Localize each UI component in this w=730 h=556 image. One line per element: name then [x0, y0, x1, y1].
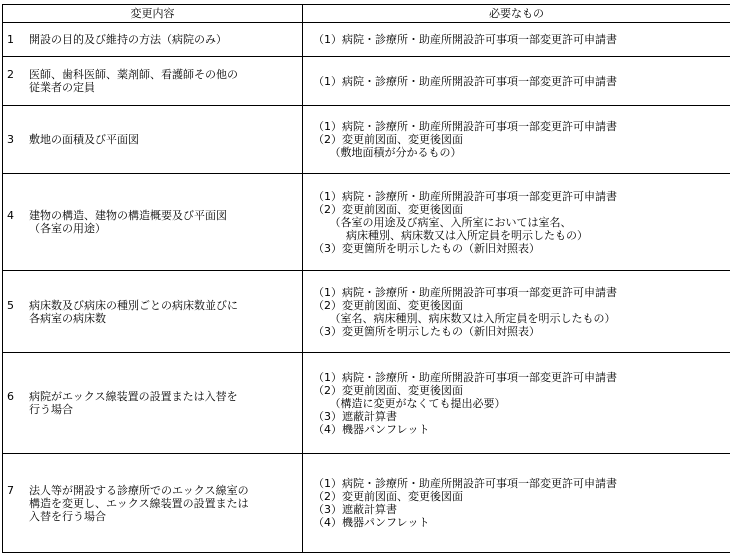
row-number: 5 — [7, 298, 14, 312]
required-cell — [303, 174, 730, 271]
table-row — [3, 271, 730, 353]
header-change: 変更内容 — [3, 5, 303, 23]
required-item: （2）変更前図面、変更後図面 — [313, 298, 463, 312]
table-row — [3, 23, 730, 57]
change-cell — [3, 174, 303, 271]
change-text: 建物の構造、建物の構造概要及び平面図 （各室の用途） — [29, 209, 227, 235]
required-item: （1）病院・診療所・助産所開設許可事項一部変更許可申請書 — [313, 370, 617, 384]
header-required: 必要なもの — [303, 5, 730, 23]
required-item: （3）変更箇所を明示したもの（新旧対照表） — [313, 324, 540, 338]
table-row — [3, 57, 730, 106]
required-item: （1）病院・診療所・助産所開設許可事項一部変更許可申請書 — [313, 33, 617, 46]
required-cell — [303, 454, 730, 553]
change-cell — [3, 271, 303, 353]
required-item: （2）変更前図面、変更後図面 — [313, 383, 463, 397]
table-row — [3, 353, 730, 454]
table-row — [3, 174, 730, 271]
required-cell — [303, 271, 730, 353]
required-item: 病床種別、病床数又は入所定員を明示したもの） — [313, 228, 588, 242]
change-cell — [3, 23, 303, 57]
required-item: （構造に変更がなくても提出必要） — [313, 396, 506, 410]
required-item: （1）病院・診療所・助産所開設許可事項一部変更許可申請書 — [313, 120, 617, 133]
table-row — [3, 106, 730, 174]
change-text: 病院がエックス線装置の設置または入替を 行う場合 — [29, 390, 238, 416]
required-item: （3）変更箇所を明示したもの（新旧対照表） — [313, 241, 540, 255]
table-row — [3, 454, 730, 553]
row-number: 2 — [7, 68, 14, 81]
required-item: （3）遮蔽計算書 — [313, 409, 397, 423]
row-number: 4 — [7, 209, 14, 222]
row-number: 7 — [7, 483, 14, 497]
required-item: （2）変更前図面、変更後図面 — [313, 202, 463, 216]
change-text: 医師、歯科医師、薬剤師、看護師その他の 従業者の定員 — [29, 68, 238, 94]
change-cell — [3, 353, 303, 454]
required-item: （1）病院・診療所・助産所開設許可事項一部変更許可申請書 — [313, 285, 617, 299]
required-cell — [303, 57, 730, 106]
required-item: （1）病院・診療所・助産所開設許可事項一部変更許可申請書 — [313, 477, 617, 490]
required-item: （1）病院・診療所・助産所開設許可事項一部変更許可申請書 — [313, 189, 617, 203]
change-text: 敷地の面積及び平面図 — [29, 133, 139, 146]
row-number: 1 — [7, 33, 14, 46]
change-cell — [3, 57, 303, 106]
required-item: （2）変更前図面、変更後図面 — [313, 490, 463, 503]
row-number: 3 — [7, 133, 14, 146]
header-row — [3, 5, 730, 23]
required-item: （各室の用途及び病室、入所室においては室名、 — [313, 215, 572, 229]
required-cell — [303, 353, 730, 454]
required-item: （1）病院・診療所・助産所開設許可事項一部変更許可申請書 — [313, 74, 617, 88]
change-cell — [3, 454, 303, 553]
required-cell — [303, 23, 730, 57]
required-item: （4）機器パンフレット — [313, 422, 430, 436]
required-item: （敷地面積が分かるもの） — [313, 146, 462, 159]
change-text: 開設の目的及び維持の方法（病院のみ） — [29, 33, 227, 46]
row-number: 6 — [7, 390, 14, 403]
required-cell — [303, 106, 730, 174]
required-item: （4）機器パンフレット — [313, 516, 430, 529]
change-cell — [3, 106, 303, 174]
change-text: 病床数及び病床の種別ごとの病床数並びに 各病室の病床数 — [29, 298, 238, 325]
required-item: （3）遮蔽計算書 — [313, 503, 397, 516]
required-item: （2）変更前図面、変更後図面 — [313, 133, 463, 146]
required-item: （室名、病床種別、病床数又は入所定員を明示したもの） — [313, 311, 616, 325]
change-text: 法人等が開設する診療所でのエックス線室の 構造を変更し、エックス線装置の設置または 入替を行う場合 — [29, 483, 249, 523]
change-requirements-table — [2, 4, 730, 553]
